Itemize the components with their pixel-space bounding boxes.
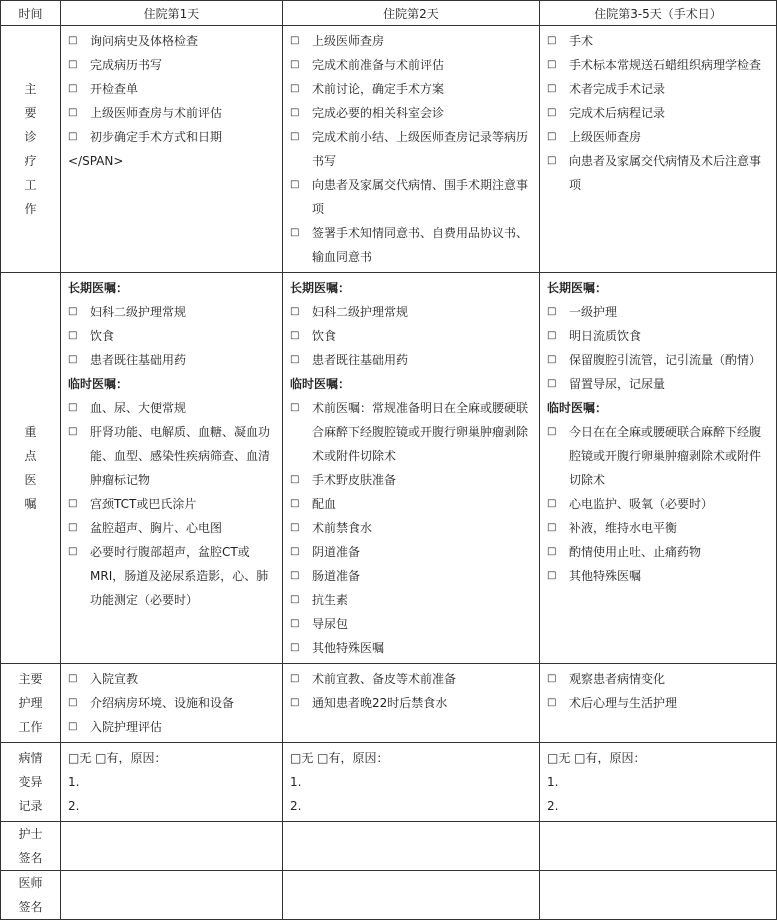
list-item [68,420,277,492]
variation-day3-5-cell [540,743,777,822]
list-item-text: 必要时行腹部超声，盆腔CT或MRI，肠道及泌尿系造影，心、肺功能测定（必要时） [90,545,269,607]
list-item [290,173,534,221]
list-item [68,540,277,612]
diagnosis-day1-list [68,29,277,149]
label-line: 护士 [18,827,43,841]
list-item [68,77,277,101]
day2-long-orders-heading: 长期医嘱： [290,281,351,295]
variation-day2-reason-1: 1. [290,775,302,789]
list-item-text: 上级医师查房与术前评估 [90,106,223,120]
header-day2: 住院第2天 [283,1,540,26]
checkbox-icon: □ [547,83,557,94]
label-line: 工 [24,178,37,192]
checkbox-icon: □ [547,522,557,533]
variation-label-lines [1,746,60,818]
checkbox-icon: □ [547,107,557,118]
doctor-signature-day2[interactable] [283,871,540,920]
day1-temp-orders-heading: 临时医嘱： [68,377,129,391]
list-item-text: 术前禁食水 [312,521,373,535]
label-line: 变异 [18,775,43,789]
list-item [547,691,771,715]
list-item [290,348,534,372]
label-line: 病情 [18,751,43,765]
diagnosis-label [1,26,61,273]
checkbox-icon: □ [290,35,300,46]
label-line: 护理 [18,696,43,710]
list-item-text: 观察患者病情变化 [569,672,666,686]
label-line: 要 [24,106,37,120]
orders-label-chars [24,420,38,516]
checkbox-icon: □ [68,721,78,732]
checkbox-icon: □ [68,107,78,118]
list-item [547,516,771,540]
label-line: 诊 [24,130,37,144]
checkbox-icon: □ [290,83,300,94]
list-item-text: 手术野皮肤准备 [312,473,397,487]
checkbox-icon: □ [290,330,300,341]
list-item-text: 饮食 [90,329,115,343]
list-item [290,588,534,612]
list-item-text: 肠道准备 [312,569,361,583]
checkbox-icon: □ [547,697,557,708]
list-item [547,149,771,197]
checkbox-icon: □ [290,594,300,605]
nurse-signature-label [1,822,61,871]
list-item [290,691,534,715]
list-item [290,492,534,516]
diagnosis-day3-5-list [547,29,771,197]
label-line: 签名 [18,851,43,865]
day1-long-orders-heading: 长期医嘱： [68,281,129,295]
variation-day1-cell [61,743,283,822]
checkbox-icon: □ [290,546,300,557]
checkbox-icon: □ [547,35,557,46]
list-item [68,29,277,53]
list-item-text: 导尿包 [312,617,349,631]
variation-day1-reason-1: 1. [68,775,80,789]
day3-5-long-orders-heading: 长期医嘱： [547,281,608,295]
list-item [68,492,277,516]
list-item-text: 向患者及家属交代病情及术后注意事项 [569,154,762,192]
variation-day3-5-checkbox-line[interactable]: □无 □有，原因： [547,751,646,765]
label-line: 主要 [18,672,43,686]
doctor-signature-row [1,871,777,920]
list-item [290,29,534,53]
variation-label [1,743,61,822]
list-item-text: 患者既往基础用药 [312,353,409,367]
list-item [290,468,534,492]
checkbox-icon: □ [547,131,557,142]
checkbox-icon: □ [68,522,78,533]
checkbox-icon: □ [68,83,78,94]
checkbox-icon: □ [68,35,78,46]
list-item [547,125,771,149]
list-item [547,420,771,492]
checkbox-icon: □ [68,59,78,70]
label-line: 签名 [18,900,43,914]
list-item-text: 完成必要的相关科室会诊 [312,106,445,120]
checkbox-icon: □ [547,570,557,581]
list-item-text: 完成术前准备与术前评估 [312,58,445,72]
diagnosis-day3-5-cell [540,26,777,273]
list-item [290,516,534,540]
nursing-row [1,664,777,743]
list-item-text: 饮食 [312,329,337,343]
list-item-text: 签署手术知情同意书、自费用品协议书、输血同意书 [312,226,529,264]
list-item [290,221,534,269]
day2-temp-orders-heading: 临时医嘱： [290,377,351,391]
list-item-text: 妇科二级护理常规 [312,305,409,319]
list-item-text: 术前宣教、备皮等术前准备 [312,672,457,686]
variation-day2-checkbox-line[interactable]: □无 □有，原因： [290,751,389,765]
list-item [68,691,277,715]
nursing-day1-list [68,667,277,739]
list-item-text: 一级护理 [569,305,618,319]
day2-temp-orders-list [290,396,534,660]
list-item-text: 初步确定手术方式和日期 [90,130,223,144]
list-item-text: 完成术前小结、上级医师查房记录等病历书写 [312,130,529,168]
list-item [68,300,277,324]
list-item-text: 阴道准备 [312,545,361,559]
list-item [290,101,534,125]
list-item-text: 术者完成手术记录 [569,82,666,96]
list-item [68,348,277,372]
checkbox-icon: □ [68,131,78,142]
list-item-text: 妇科二级护理常规 [90,305,187,319]
nursing-day3-5-cell [540,664,777,743]
checkbox-icon: □ [547,546,557,557]
variation-day1-checkbox-line[interactable]: □无 □有，原因： [68,751,167,765]
label-line: 主 [24,82,37,96]
diagnosis-row [1,26,777,273]
nursing-day2-list [290,667,534,715]
variation-day3-5-reason-1: 1. [547,775,559,789]
header-day3-5: 住院第3-5天（手术日） [540,1,777,26]
list-item-text: 抗生素 [312,593,349,607]
checkbox-icon: □ [68,697,78,708]
list-item-text: 开检查单 [90,82,139,96]
doctor-signature-day1[interactable] [61,871,283,920]
checkbox-icon: □ [68,306,78,317]
day3-5-temp-orders-heading: 临时医嘱： [547,401,608,415]
doctor-signature-label-lines [1,871,60,919]
checkbox-icon: □ [68,354,78,365]
list-item [68,53,277,77]
list-item-text: 手术标本常规送石蜡组织病理学检查 [569,58,762,72]
nursing-day1-cell [61,664,283,743]
checkbox-icon: □ [547,306,557,317]
list-item-text: 术前讨论，确定手术方案 [312,82,445,96]
label-line: 点 [24,449,37,463]
variation-day2-reason-2: 2. [290,799,302,813]
list-item [547,492,771,516]
list-item-text: 心电监护、吸氧（必要时） [569,497,714,511]
label-line: 工作 [18,720,43,734]
list-item-text: 其他特殊医嘱 [312,641,385,655]
orders-day1-cell [61,273,283,664]
list-item-text: 术前医嘱：常规准备明日在全麻或腰硬联合麻醉下经腹腔镜或开腹行卵巢肿瘤剥除术或附件切除术 [312,401,529,463]
checkbox-icon: □ [68,402,78,413]
list-item [68,125,277,149]
list-item-text: 入院护理评估 [90,720,163,734]
checkbox-icon: □ [547,498,557,509]
nursing-label [1,664,61,743]
list-item-text: 患者既往基础用药 [90,353,187,367]
diagnosis-day2-list [290,29,534,269]
list-item-text: 肝肾功能、电解质、血糖、凝血功能、血型、感染性疾病筛查、血清肿瘤标记物 [90,425,271,487]
checkbox-icon: □ [547,378,557,389]
label-line: 医师 [18,876,43,890]
list-item-text: 通知患者晚22时后禁食水 [312,696,448,710]
checkbox-icon: □ [290,570,300,581]
orders-label [1,273,61,664]
list-item-text: 介绍病房环境、设施和设备 [90,696,235,710]
nurse-signature-label-lines [1,822,60,870]
list-item-text: 酌情使用止吐、止痛药物 [569,545,702,559]
variation-day3-5-reason-2: 2. [547,799,559,813]
checkbox-icon: □ [290,474,300,485]
label-line: 疗 [24,154,37,168]
checkbox-icon: □ [547,59,557,70]
list-item-text: 完成术后病程记录 [569,106,666,120]
variation-day2-cell [283,743,540,822]
checkbox-icon: □ [290,498,300,509]
doctor-signature-day3-5[interactable] [540,871,777,920]
list-item [290,612,534,636]
header-day1: 住院第1天 [61,1,283,26]
orders-row [1,273,777,664]
list-item [68,396,277,420]
list-item [547,372,771,396]
list-item [547,324,771,348]
list-item [547,348,771,372]
list-item [290,324,534,348]
checkbox-icon: □ [290,179,300,190]
list-item [547,667,771,691]
day1-temp-orders-list [68,396,277,612]
nursing-label-lines [1,667,60,739]
label-line: 医 [24,473,37,487]
list-item [547,29,771,53]
list-item-text: 留置导尿，记尿量 [569,377,666,391]
diagnosis-day1-trailing: </SPAN> [68,154,124,168]
checkbox-icon: □ [290,107,300,118]
label-line: 重 [24,425,37,439]
list-item [290,540,534,564]
list-item [547,101,771,125]
list-item [547,77,771,101]
list-item-text: 入院宣教 [90,672,139,686]
checkbox-icon: □ [68,546,78,557]
list-item [547,300,771,324]
checkbox-icon: □ [290,697,300,708]
list-item [547,540,771,564]
list-item [290,667,534,691]
checkbox-icon: □ [68,673,78,684]
list-item-text: 询问病史及体格检查 [90,34,199,48]
list-item [547,564,771,588]
list-item-text: 手术 [569,34,594,48]
nurse-signature-row [1,822,777,871]
checkbox-icon: □ [547,330,557,341]
list-item-text: 盆腔超声、胸片、心电图 [90,521,223,535]
nursing-day2-cell [283,664,540,743]
list-item-text: 保留腹腔引流管，记引流量（酌情） [569,353,762,367]
list-item [290,53,534,77]
list-item [290,564,534,588]
checkbox-icon: □ [290,642,300,653]
list-item-text: 宫颈TCT或巴氏涂片 [90,497,197,511]
list-item-text: 上级医师查房 [569,130,642,144]
list-item [68,715,277,739]
list-item-text: 术后心理与生活护理 [569,696,678,710]
label-line: 记录 [18,799,43,813]
day2-long-orders-list [290,300,534,372]
list-item [68,324,277,348]
checkbox-icon: □ [290,354,300,365]
list-item-text: 补液，维持水电平衡 [569,521,678,535]
list-item [290,396,534,468]
label-line: 嘱 [24,497,37,511]
nurse-signature-day1[interactable] [61,822,283,871]
list-item-text: 上级医师查房 [312,34,385,48]
list-item-text: 其他特殊医嘱 [569,569,642,583]
checkbox-icon: □ [68,330,78,341]
diagnosis-day1-cell [61,26,283,273]
variation-row [1,743,777,822]
list-item [290,125,534,173]
list-item [68,516,277,540]
list-item [290,77,534,101]
header-row [1,1,777,26]
checkbox-icon: □ [290,131,300,142]
checkbox-icon: □ [290,522,300,533]
day3-5-long-orders-list [547,300,771,396]
list-item-text: 明日流质饮食 [569,329,642,343]
list-item-text: 血、尿、大便常规 [90,401,187,415]
header-time: 时间 [1,1,61,26]
diagnosis-label-chars [24,77,38,221]
checkbox-icon: □ [290,227,300,238]
orders-day3-5-cell [540,273,777,664]
day3-5-temp-orders-list [547,420,771,588]
list-item [68,101,277,125]
nurse-signature-day3-5[interactable] [540,822,777,871]
list-item-text: 向患者及家属交代病情、围手术期注意事项 [312,178,529,216]
list-item [547,53,771,77]
list-item-text: 今日在在全麻或腰硬联合麻醉下经腹腔镜或开腹行卵巢肿瘤剥除术或附件切除术 [569,425,762,487]
list-item-text: 完成病历书写 [90,58,163,72]
checkbox-icon: □ [547,673,557,684]
nurse-signature-day2[interactable] [283,822,540,871]
checkbox-icon: □ [290,673,300,684]
checkbox-icon: □ [68,498,78,509]
list-item [68,667,277,691]
checkbox-icon: □ [68,426,78,437]
checkbox-icon: □ [290,618,300,629]
diagnosis-day2-cell [283,26,540,273]
orders-day2-cell [283,273,540,664]
checkbox-icon: □ [547,354,557,365]
checkbox-icon: □ [547,155,557,166]
nursing-day3-5-list [547,667,771,715]
list-item [290,636,534,660]
variation-day1-reason-2: 2. [68,799,80,813]
label-line: 作 [24,202,37,216]
doctor-signature-label [1,871,61,920]
day1-long-orders-list [68,300,277,372]
checkbox-icon: □ [290,59,300,70]
checkbox-icon: □ [290,306,300,317]
checkbox-icon: □ [290,402,300,413]
list-item [290,300,534,324]
checkbox-icon: □ [547,426,557,437]
list-item-text: 配血 [312,497,337,511]
